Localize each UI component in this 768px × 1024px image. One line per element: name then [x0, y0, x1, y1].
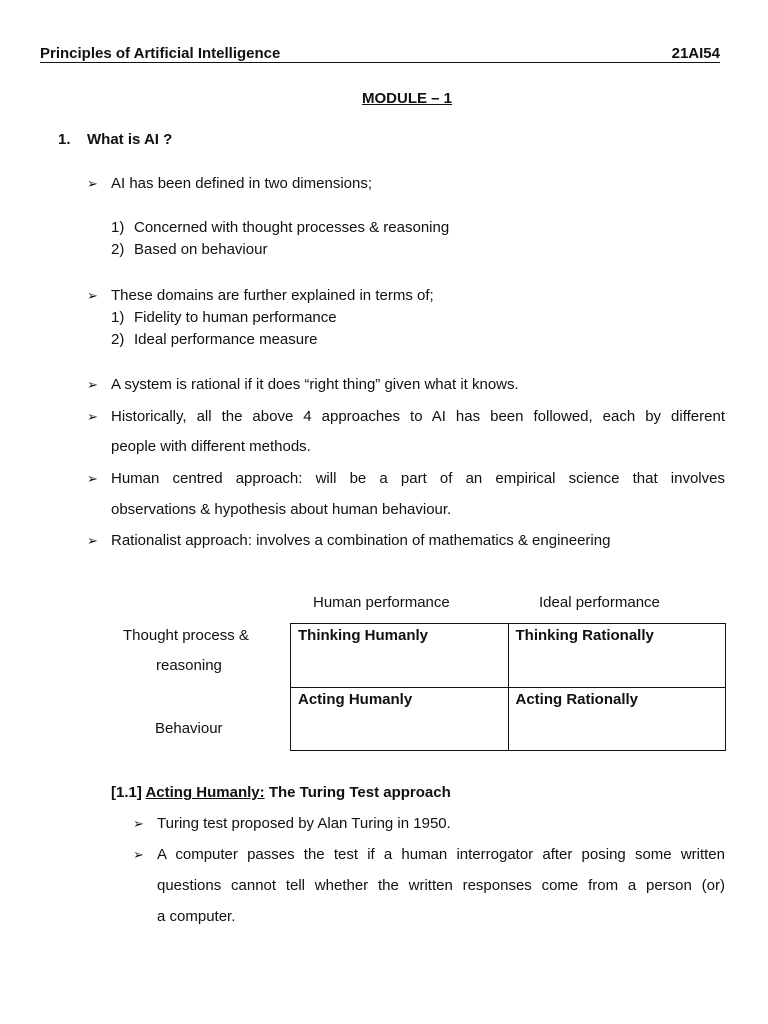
arrow-bullet-icon: ➢ [87, 533, 98, 548]
course-title: Principles of Artificial Intelligence [40, 45, 281, 62]
arrow-bullet-icon: ➢ [87, 176, 98, 191]
bullet-text: Rationalist approach: involves a combination of mathematics & engineering [111, 532, 611, 549]
list-item-text: Concerned with thought processes & reasoning [134, 219, 450, 236]
arrow-bullet-icon: ➢ [87, 471, 98, 486]
subsection-number: [1.1] [111, 784, 142, 801]
table-cell: Thinking Rationally [508, 624, 726, 688]
table-cell: Acting Humanly [291, 687, 509, 751]
arrow-bullet-icon: ➢ [87, 409, 98, 424]
list-item-number: 2) [111, 331, 125, 348]
bullet-text-continued: observations & hypothesis about human behaviour. [111, 501, 452, 518]
list-item-text: Based on behaviour [134, 241, 268, 258]
bullet-text: AI has been defined in two dimensions; [111, 175, 372, 192]
bullet-text: These domains are further explained in terms of; [111, 287, 434, 304]
bullet-text: A system is rational if it does “right thing” given what it knows. [111, 376, 519, 393]
subsection-title-rest: The Turing Test approach [268, 784, 451, 801]
ai-approaches-table [290, 623, 726, 751]
arrow-bullet-icon: ➢ [87, 377, 98, 392]
row-label: Thought process & [123, 627, 249, 644]
bullet-text: Turing test proposed by Alan Turing in 1950. [157, 815, 451, 832]
arrow-bullet-icon: ➢ [133, 816, 144, 831]
list-item-number: 1) [111, 309, 125, 326]
arrow-bullet-icon: ➢ [87, 288, 98, 303]
table-cell: Acting Rationally [508, 687, 726, 751]
list-item-number: 1) [111, 219, 125, 236]
arrow-bullet-icon: ➢ [133, 847, 144, 862]
list-item-number: 2) [111, 241, 125, 258]
column-header: Ideal performance [539, 594, 660, 611]
bullet-text: Human centred approach: will be a part of an empirical science that involves [111, 470, 725, 487]
section-title: What is AI ? [87, 131, 173, 148]
page-header [40, 44, 720, 63]
bullet-text-continued: questions cannot tell whether the written responses come from a person (or) [157, 877, 725, 894]
list-item-text: Ideal performance measure [134, 331, 318, 348]
bullet-text: Historically, all the above 4 approaches to AI has been followed, each by different [111, 408, 725, 425]
bullet-text: A computer passes the test if a human interrogator after posing some written [157, 846, 725, 863]
subsection-heading [111, 784, 451, 802]
course-code: 21AI54 [671, 45, 720, 62]
table-row [291, 624, 726, 688]
list-item-text: Fidelity to human performance [134, 309, 337, 326]
module-title: MODULE – 1 [362, 90, 453, 107]
section-number: 1. [58, 131, 71, 148]
row-label: Behaviour [155, 720, 223, 737]
table-cell: Thinking Humanly [291, 624, 509, 688]
bullet-text-continued: people with different methods. [111, 438, 311, 455]
column-header: Human performance [313, 594, 450, 611]
bullet-text-continued: a computer. [157, 908, 236, 925]
row-label: reasoning [156, 657, 222, 674]
subsection-underlined-title: Acting Humanly: [145, 784, 265, 801]
table-row [291, 687, 726, 751]
